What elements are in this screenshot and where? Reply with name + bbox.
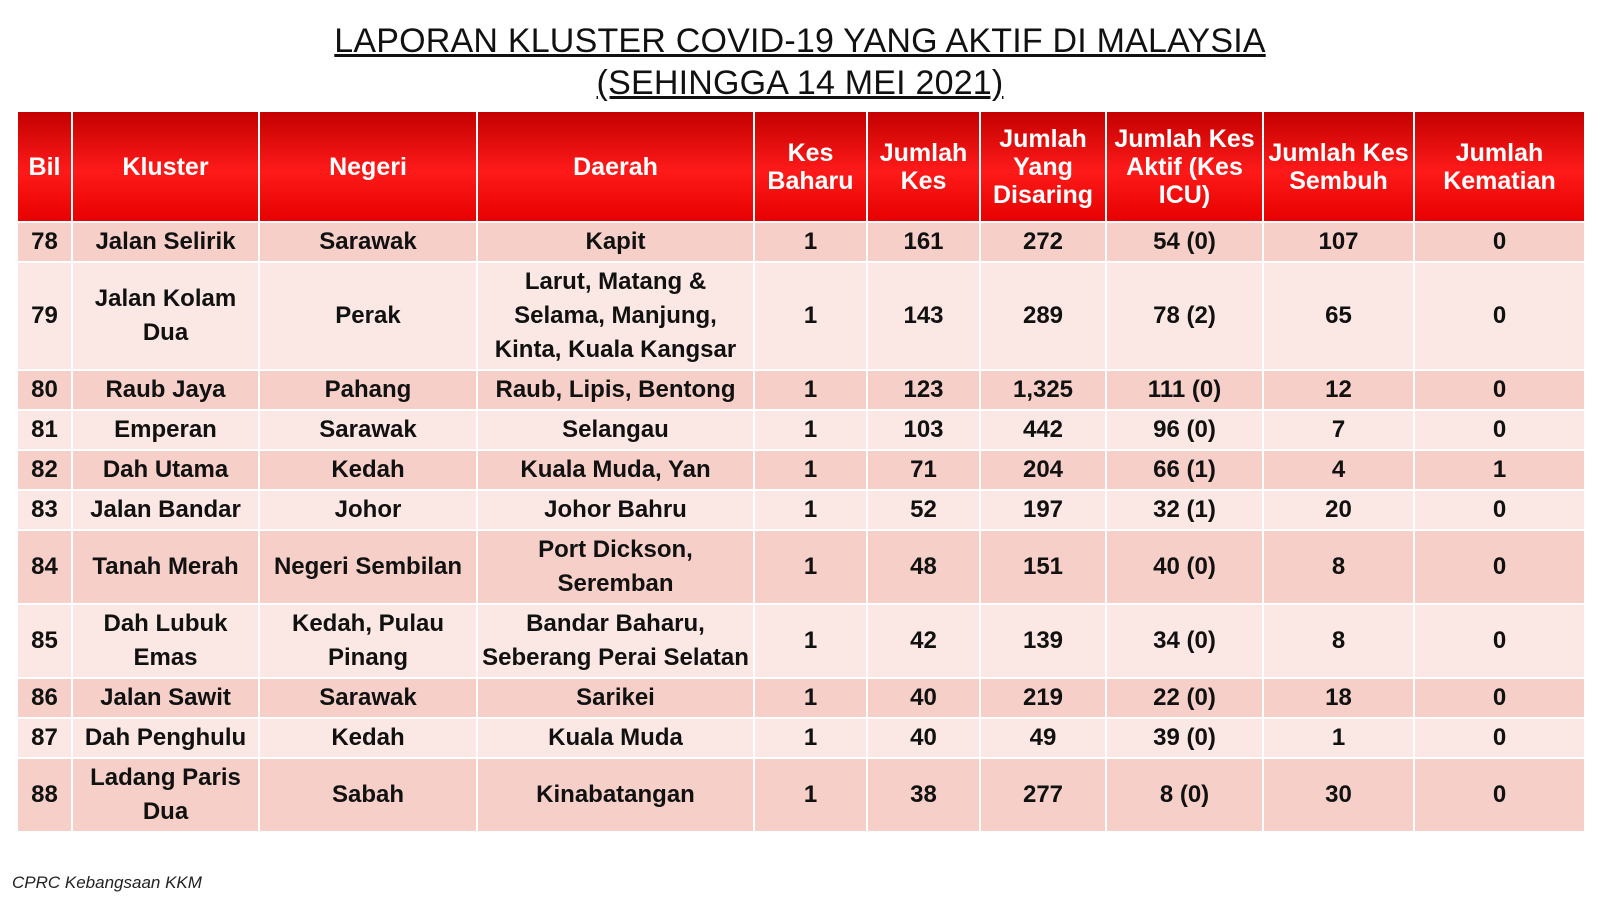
cell-jumlah-disaring: 197 — [980, 490, 1106, 530]
cell-kematian: 0 — [1414, 262, 1585, 370]
cell-kes-baharu: 1 — [754, 262, 867, 370]
header-kes-aktif: Jumlah Kes Aktif (Kes ICU) — [1106, 111, 1263, 222]
cell-negeri: Kedah, Pulau Pinang — [259, 604, 477, 678]
cell-daerah: Kapit — [477, 222, 754, 262]
cell-kes-aktif: 54 (0) — [1106, 222, 1263, 262]
cell-kematian: 1 — [1414, 450, 1585, 490]
table-row — [17, 758, 1585, 832]
cell-negeri: Kedah — [259, 718, 477, 758]
cell-kes-baharu: 1 — [754, 450, 867, 490]
header-jumlah-disaring: Jumlah Yang Disaring — [980, 111, 1106, 222]
cell-daerah: Bandar Baharu, Seberang Perai Selatan — [477, 604, 754, 678]
cell-kes-baharu: 1 — [754, 758, 867, 832]
cell-daerah: Kinabatangan — [477, 758, 754, 832]
cell-kes-sembuh: 12 — [1263, 370, 1414, 410]
cell-kematian: 0 — [1414, 530, 1585, 604]
cell-bil: 79 — [17, 262, 72, 370]
cell-negeri: Perak — [259, 262, 477, 370]
cell-kes-baharu: 1 — [754, 678, 867, 718]
cell-bil: 87 — [17, 718, 72, 758]
cell-daerah: Johor Bahru — [477, 490, 754, 530]
cell-bil: 81 — [17, 410, 72, 450]
cell-jumlah-disaring: 442 — [980, 410, 1106, 450]
cell-bil: 78 — [17, 222, 72, 262]
cell-daerah: Kuala Muda, Yan — [477, 450, 754, 490]
cell-negeri: Sarawak — [259, 678, 477, 718]
cell-kes-baharu: 1 — [754, 490, 867, 530]
cell-kes-baharu: 1 — [754, 370, 867, 410]
table-row — [17, 262, 1585, 370]
cluster-table — [16, 110, 1586, 833]
cell-kes-sembuh: 20 — [1263, 490, 1414, 530]
header-jumlah-kes: Jumlah Kes — [867, 111, 980, 222]
cell-jumlah-kes: 103 — [867, 410, 980, 450]
cell-bil: 85 — [17, 604, 72, 678]
table-row — [17, 530, 1585, 604]
cell-jumlah-disaring: 49 — [980, 718, 1106, 758]
cell-kes-aktif: 78 (2) — [1106, 262, 1263, 370]
cell-kluster: Dah Lubuk Emas — [72, 604, 259, 678]
cell-kematian: 0 — [1414, 410, 1585, 450]
cell-jumlah-kes: 38 — [867, 758, 980, 832]
cell-kluster: Ladang Paris Dua — [72, 758, 259, 832]
cell-kes-sembuh: 1 — [1263, 718, 1414, 758]
cell-kes-baharu: 1 — [754, 222, 867, 262]
table-row — [17, 490, 1585, 530]
header-daerah: Daerah — [477, 111, 754, 222]
cell-jumlah-kes: 123 — [867, 370, 980, 410]
table-row — [17, 410, 1585, 450]
cell-negeri: Sarawak — [259, 410, 477, 450]
cell-kes-aktif: 40 (0) — [1106, 530, 1263, 604]
cell-negeri: Sabah — [259, 758, 477, 832]
cell-jumlah-kes: 42 — [867, 604, 980, 678]
cell-kes-sembuh: 8 — [1263, 604, 1414, 678]
cell-jumlah-disaring: 272 — [980, 222, 1106, 262]
cell-kematian: 0 — [1414, 222, 1585, 262]
cell-jumlah-disaring: 204 — [980, 450, 1106, 490]
header-bil: Bil — [17, 111, 72, 222]
table-row — [17, 604, 1585, 678]
cell-daerah: Selangau — [477, 410, 754, 450]
cell-kluster: Tanah Merah — [72, 530, 259, 604]
table-header-row — [17, 111, 1585, 222]
table-row — [17, 718, 1585, 758]
cell-daerah: Kuala Muda — [477, 718, 754, 758]
table-row — [17, 450, 1585, 490]
cell-jumlah-kes: 161 — [867, 222, 980, 262]
cell-kes-baharu: 1 — [754, 718, 867, 758]
header-negeri: Negeri — [259, 111, 477, 222]
cell-kes-aktif: 22 (0) — [1106, 678, 1263, 718]
cell-kluster: Raub Jaya — [72, 370, 259, 410]
cell-kes-aktif: 39 (0) — [1106, 718, 1263, 758]
cell-daerah: Sarikei — [477, 678, 754, 718]
cell-kluster: Dah Penghulu — [72, 718, 259, 758]
cell-jumlah-kes: 40 — [867, 678, 980, 718]
cell-kes-sembuh: 65 — [1263, 262, 1414, 370]
table-row — [17, 370, 1585, 410]
cell-kematian: 0 — [1414, 718, 1585, 758]
cell-kes-sembuh: 30 — [1263, 758, 1414, 832]
cell-jumlah-disaring: 139 — [980, 604, 1106, 678]
cell-bil: 83 — [17, 490, 72, 530]
cell-kematian: 0 — [1414, 370, 1585, 410]
cell-jumlah-disaring: 219 — [980, 678, 1106, 718]
cell-kes-aktif: 34 (0) — [1106, 604, 1263, 678]
cell-jumlah-kes: 143 — [867, 262, 980, 370]
cell-kematian: 0 — [1414, 490, 1585, 530]
cell-bil: 88 — [17, 758, 72, 832]
cell-daerah: Larut, Matang & Selama, Manjung, Kinta, Kuala Kangsar — [477, 262, 754, 370]
cell-kluster: Jalan Bandar — [72, 490, 259, 530]
cell-jumlah-kes: 52 — [867, 490, 980, 530]
header-kes-sembuh: Jumlah Kes Sembuh — [1263, 111, 1414, 222]
cell-kematian: 0 — [1414, 604, 1585, 678]
cell-jumlah-disaring: 151 — [980, 530, 1106, 604]
cell-kematian: 0 — [1414, 758, 1585, 832]
cell-bil: 84 — [17, 530, 72, 604]
report-subtitle-date: (SEHINGGA 14 MEI 2021) — [596, 64, 1004, 102]
table-row — [17, 678, 1585, 718]
cell-kes-sembuh: 7 — [1263, 410, 1414, 450]
cell-jumlah-disaring: 277 — [980, 758, 1106, 832]
cell-kes-aktif: 96 (0) — [1106, 410, 1263, 450]
cell-kes-baharu: 1 — [754, 604, 867, 678]
cell-jumlah-disaring: 289 — [980, 262, 1106, 370]
cell-bil: 80 — [17, 370, 72, 410]
cell-daerah: Port Dickson, Seremban — [477, 530, 754, 604]
cell-kes-sembuh: 18 — [1263, 678, 1414, 718]
cell-bil: 86 — [17, 678, 72, 718]
cell-jumlah-kes: 48 — [867, 530, 980, 604]
cell-kes-sembuh: 4 — [1263, 450, 1414, 490]
cell-jumlah-disaring: 1,325 — [980, 370, 1106, 410]
cell-kes-aktif: 111 (0) — [1106, 370, 1263, 410]
header-kes-baharu: Kes Baharu — [754, 111, 867, 222]
header-kematian: Jumlah Kematian — [1414, 111, 1585, 222]
source-footer: CPRC Kebangsaan KKM — [12, 873, 202, 892]
cell-kluster: Dah Utama — [72, 450, 259, 490]
cell-negeri: Pahang — [259, 370, 477, 410]
cell-negeri: Johor — [259, 490, 477, 530]
cell-negeri: Sarawak — [259, 222, 477, 262]
cell-kluster: Jalan Kolam Dua — [72, 262, 259, 370]
table-row — [17, 222, 1585, 262]
cell-kes-sembuh: 8 — [1263, 530, 1414, 604]
cell-jumlah-kes: 71 — [867, 450, 980, 490]
cell-kes-aktif: 66 (1) — [1106, 450, 1263, 490]
cell-kluster: Jalan Sawit — [72, 678, 259, 718]
cell-kes-baharu: 1 — [754, 530, 867, 604]
header-kluster: Kluster — [72, 111, 259, 222]
cell-negeri: Kedah — [259, 450, 477, 490]
cell-kluster: Jalan Selirik — [72, 222, 259, 262]
cell-kes-aktif: 32 (1) — [1106, 490, 1263, 530]
report-title: LAPORAN KLUSTER COVID-19 YANG AKTIF DI MALAYSIA — [334, 22, 1266, 60]
cell-kematian: 0 — [1414, 678, 1585, 718]
cell-negeri: Negeri Sembilan — [259, 530, 477, 604]
cell-bil: 82 — [17, 450, 72, 490]
cell-kes-baharu: 1 — [754, 410, 867, 450]
cell-daerah: Raub, Lipis, Bentong — [477, 370, 754, 410]
cell-kes-aktif: 8 (0) — [1106, 758, 1263, 832]
cell-jumlah-kes: 40 — [867, 718, 980, 758]
cell-kluster: Emperan — [72, 410, 259, 450]
cell-kes-sembuh: 107 — [1263, 222, 1414, 262]
